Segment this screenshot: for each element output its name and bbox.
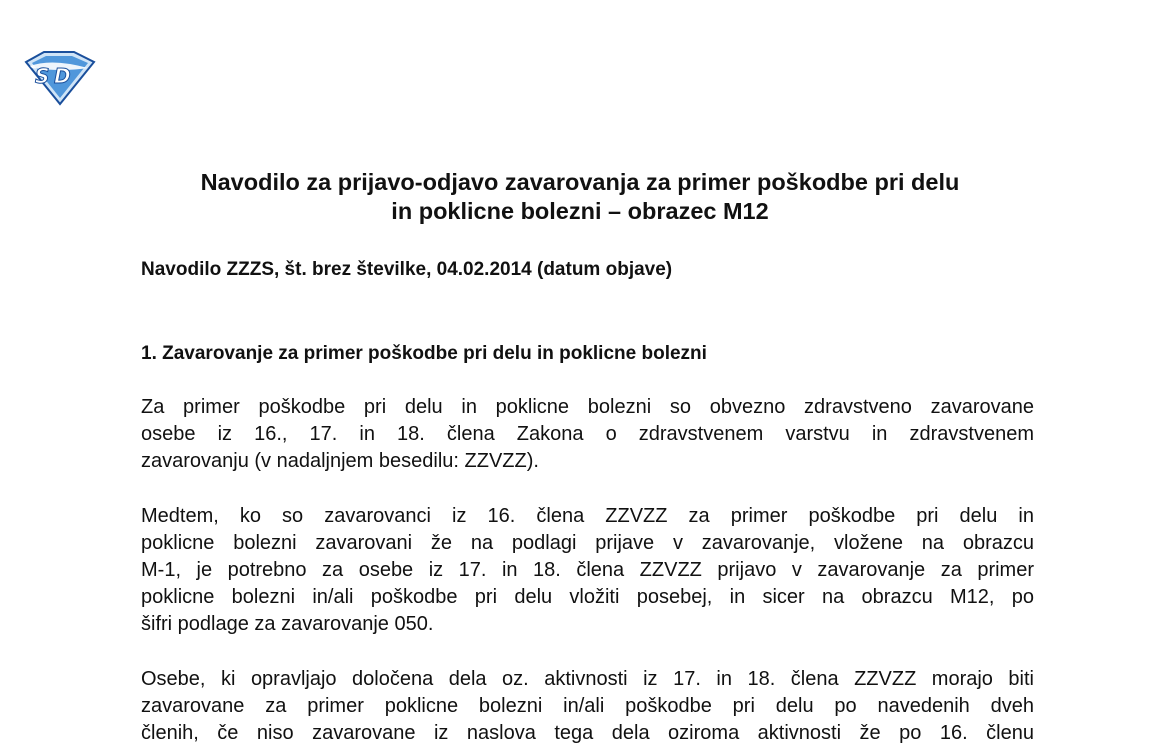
- paragraph-line: poklicne bolezni in/ali poškodbe pri delu vložiti posebej, in sicer na obrazcu M12, po: [141, 586, 1034, 608]
- paragraph-line: Medtem, ko so zavarovanci iz 16. člena ZZVZZ za primer poškodbe pri delu in: [141, 505, 1034, 527]
- logo: [22, 48, 96, 106]
- paragraph-line: M-1, je potrebno za osebe iz 17. in 18. člena ZZVZZ prijavo v zavarovanje za primer: [141, 559, 1034, 581]
- paragraph-line: poklicne bolezni zavarovani že na podlagi prijave v zavarovanje, vložene na obrazcu: [141, 532, 1034, 554]
- document-title: [130, 168, 1030, 226]
- paragraph-line: zavarovanju (v nadaljnjem besedilu: ZZVZZ).: [141, 450, 539, 472]
- paragraph-line: Osebe, ki opravljajo določena dela oz. aktivnosti iz 17. in 18. člena ZZVZZ morajo biti: [141, 668, 1034, 690]
- svg-text:S: S: [35, 64, 50, 88]
- title-line: in poklicne bolezni – obrazec M12: [391, 198, 769, 224]
- section-heading: 1. Zavarovanje za primer poškodbe pri delu in poklicne bolezni: [141, 343, 707, 364]
- paragraph-line: zavarovane za primer poklicne bolezni in/ali poškodbe pri delu po navedenih dveh: [141, 695, 1034, 717]
- paragraph-line: osebe iz 16., 17. in 18. člena Zakona o zdravstvenem varstvu in zdravstvenem: [141, 423, 1034, 445]
- document-subtitle: Navodilo ZZZS, št. brez številke, 04.02.2014 (datum objave): [141, 259, 673, 280]
- svg-text:D: D: [54, 64, 71, 88]
- logo-shield-icon: [22, 48, 96, 106]
- paragraph-line: členih, če niso zavarovane iz naslova tega dela oziroma aktivnosti že po 16. členu: [141, 722, 1034, 744]
- paragraph-1: [141, 394, 1034, 475]
- paragraph-2: [141, 503, 1034, 638]
- paragraph-line: Za primer poškodbe pri delu in poklicne bolezni so obvezno zdravstveno zavarovane: [141, 396, 1034, 418]
- title-line: Navodilo za prijavo-odjavo zavarovanja za primer poškodbe pri delu: [200, 169, 960, 195]
- paragraph-3: [141, 666, 1034, 747]
- paragraph-line: šifri podlage za zavarovanje 050.: [141, 613, 434, 635]
